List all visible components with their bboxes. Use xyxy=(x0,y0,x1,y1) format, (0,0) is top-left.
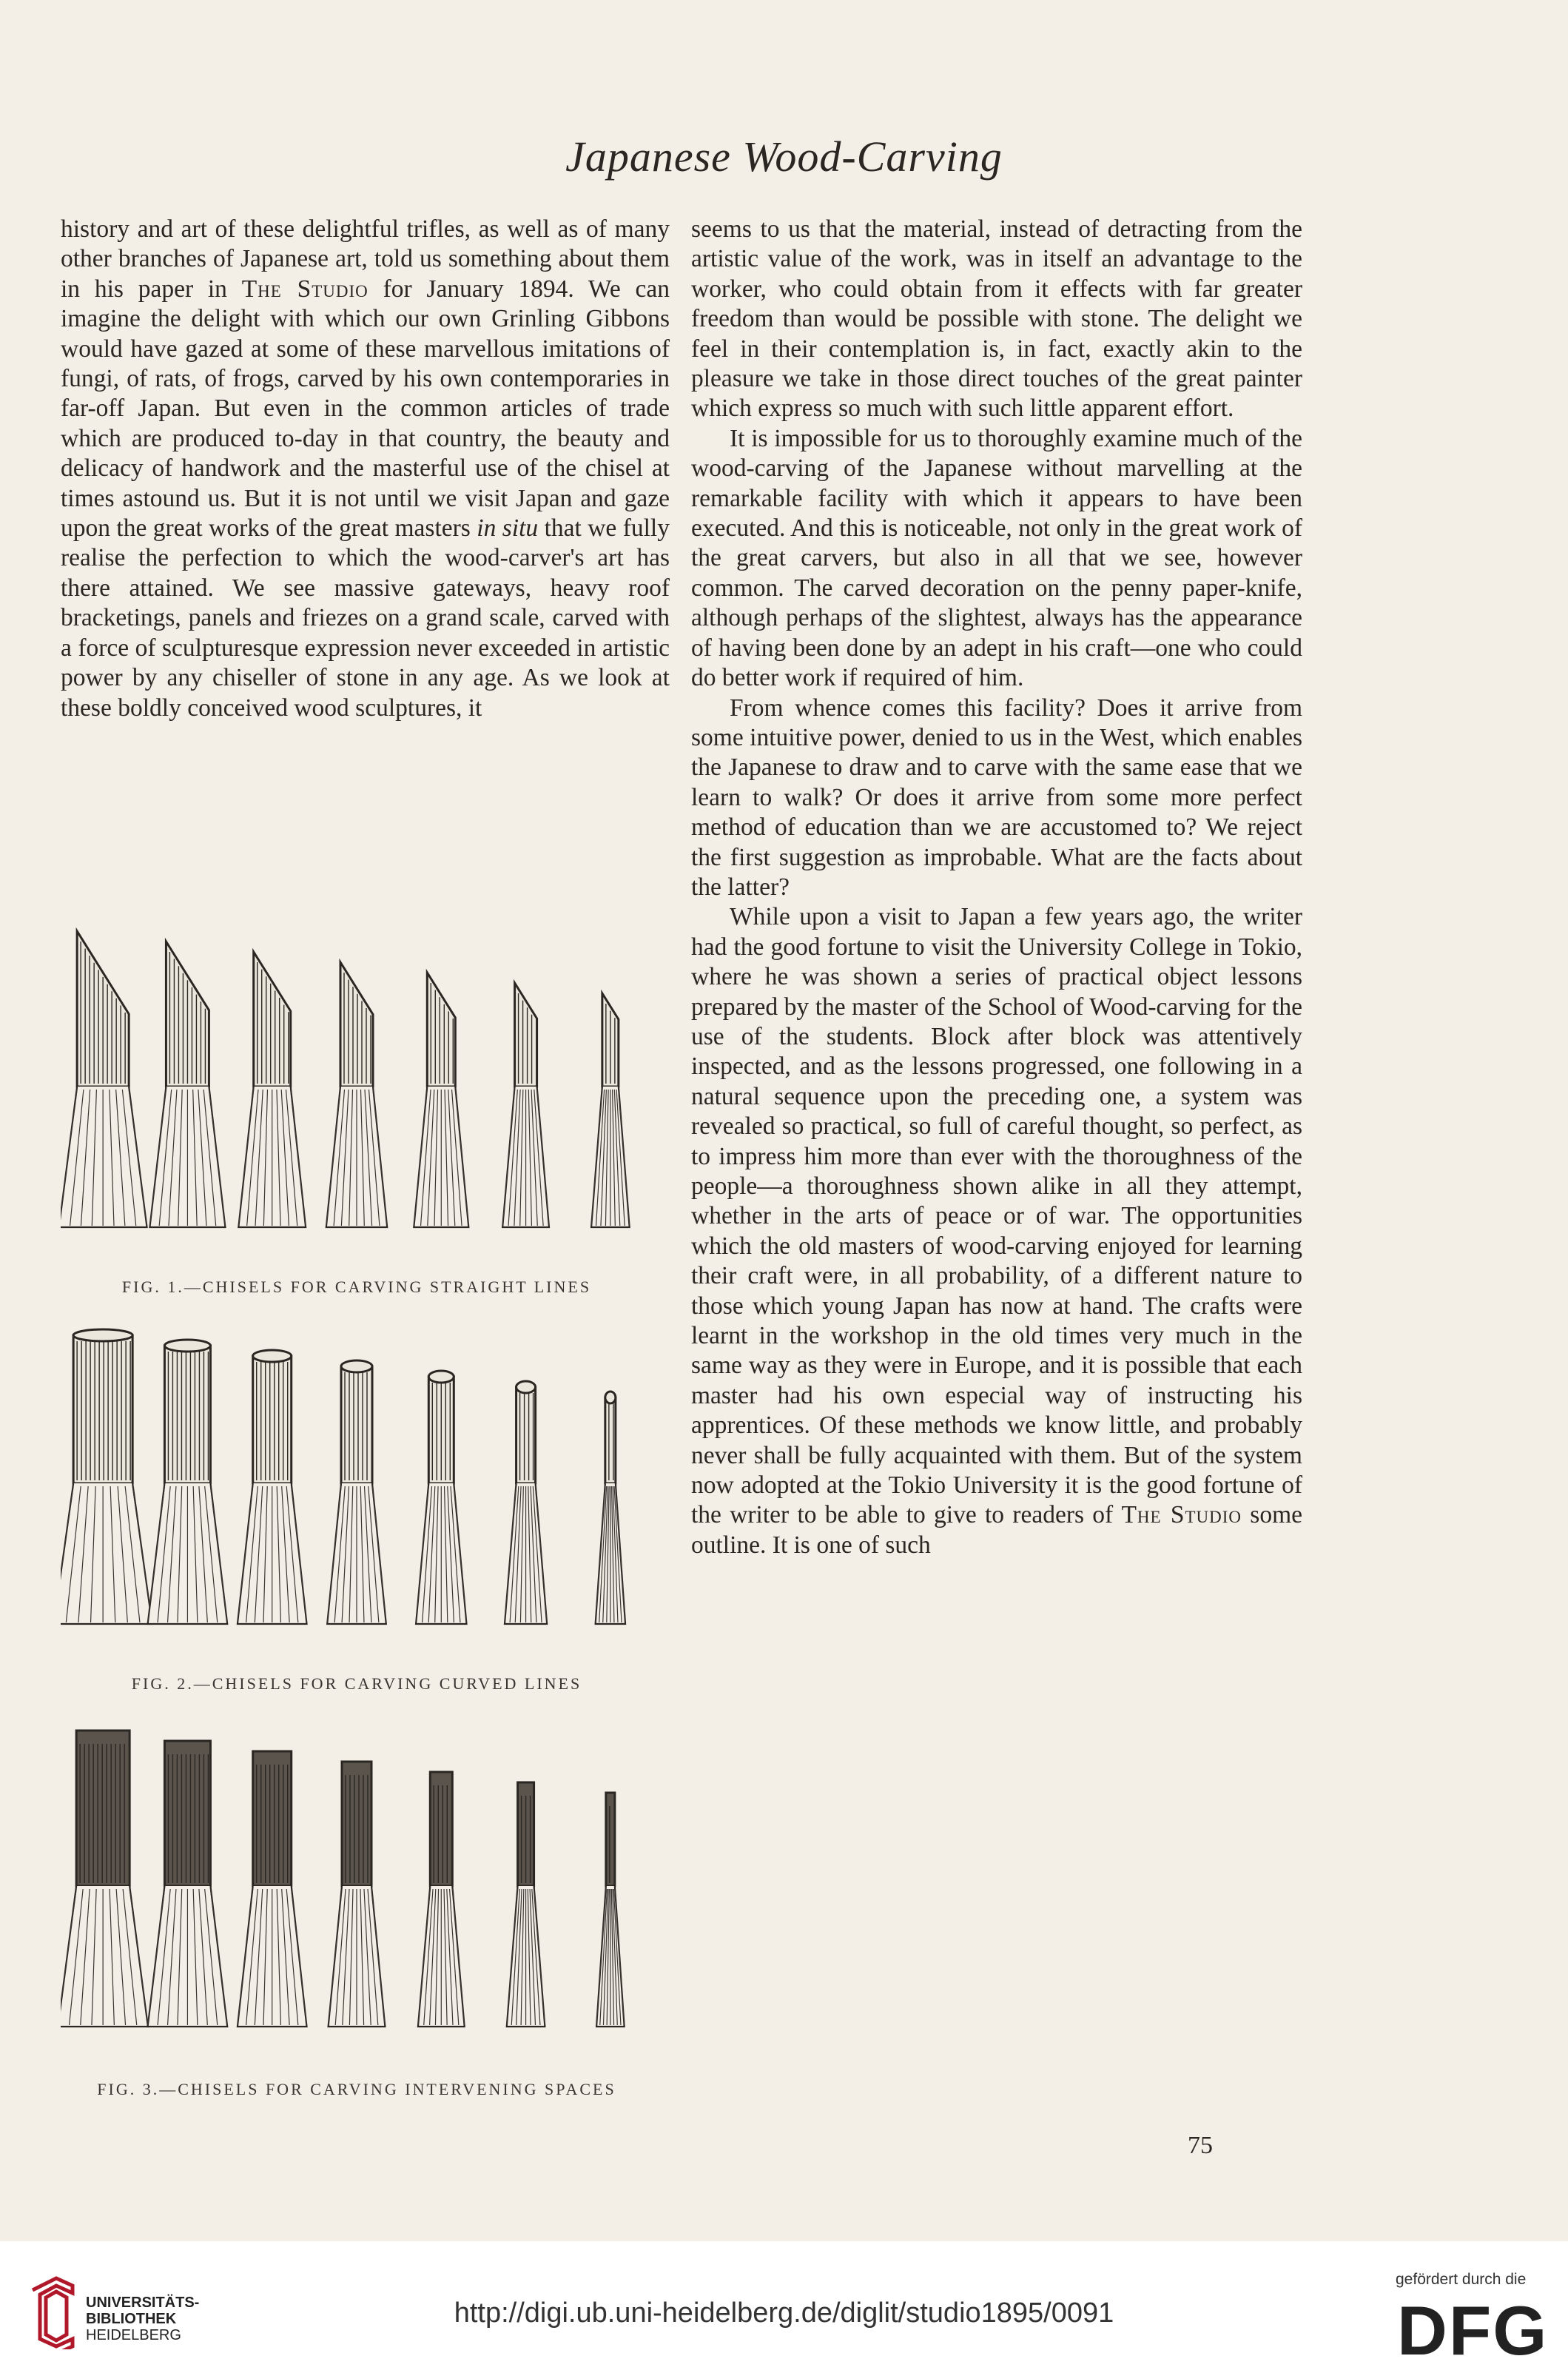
chisel-drawing xyxy=(61,1329,152,1624)
chisel-drawing xyxy=(591,993,630,1227)
chisel-drawing xyxy=(502,983,549,1227)
chisel-drawing xyxy=(238,1751,307,2027)
chisel-drawing xyxy=(149,942,225,1227)
library-line: HEIDELBERG xyxy=(86,2327,181,2343)
text-run: that we fully realise the perfection to which the wood-carver's art has there attained. We see massive gateways, heavy roof bracketings, panels and friezes on a grand scale, carved with a force of sculpturesque expression never exceeded in artistic power by any chiseller of stone in any age. As we look at these boldly conceived wood sculptures, it xyxy=(61,514,670,722)
chisel-drawing xyxy=(61,1731,148,2027)
chisel-drawing xyxy=(416,1371,466,1624)
funding-label: gefördert durch die xyxy=(1396,2271,1527,2288)
footer-bar xyxy=(0,2241,1568,2373)
figure-1-caption: FIG. 1.—CHISELS FOR CARVING STRAIGHT LINES xyxy=(121,1278,592,1296)
running-title: Japanese Wood-Carving xyxy=(565,132,1003,181)
chisel-drawing xyxy=(148,1340,228,1624)
paragraph: seems to us that the material, instead of detracting from the artistic value of the work, was in itself an advantage to the worker, who could obtain from it effects with far greater freedom than would be possible with stone. The delight we feel in their contemplation is, in fact, exactly akin to the pleasure we take in those direct touches of the great painter which express so much with such little apparent effort. xyxy=(691,215,1302,423)
chisel-drawing xyxy=(148,1741,228,2027)
library-line: UNIVERSITÄTS- xyxy=(86,2295,200,2311)
figure-1-straight-chisels xyxy=(61,916,653,1242)
italic-phrase: in situ xyxy=(477,514,539,543)
chisel-drawing xyxy=(329,1762,386,2027)
dfg-logo: DFG xyxy=(1397,2292,1549,2369)
text-run: history and art of these delightful trifles, as well as of many other branches of Japanese art, told us something about them in his paper in xyxy=(61,215,670,303)
text-run: for January 1894. We can imagine the delight with which our own Grinling Gibbons would have gazed at some of these marvellous imitations of fungi, of rats, of frogs, carved by his own contemporaries in far-off Japan. But even in the common articles of trade which are produced to-day in that country, the beauty and delicacy of handwork and the masterful use of the chisel at times astound us. But it is not until we visit Japan and gaze upon the great works of the great masters xyxy=(61,275,670,543)
chisel-drawing xyxy=(327,1360,386,1624)
chisel-drawing xyxy=(61,931,147,1227)
chisel-drawing xyxy=(596,1392,625,1624)
chisel-drawing xyxy=(596,1793,625,2027)
chisel-drawing xyxy=(238,952,306,1227)
left-column xyxy=(61,215,670,723)
chisel-drawing xyxy=(507,1782,545,2027)
page-number: 75 xyxy=(1188,2132,1213,2159)
paragraph: From whence comes this facility? Does it arrive from some intuitive power, denied to us in the West, which enables the Japanese to draw and to carve with the same ease that we learn to walk? Or does it arrive from some more perfect method of education than we are accustomed to? We reject the first suggestion as improbable. What are the facts about the latter? xyxy=(691,694,1302,901)
paragraph xyxy=(61,215,670,723)
figure-2-caption: FIG. 2.—CHISELS FOR CARVING CURVED LINES xyxy=(131,1674,582,1693)
text-run: some outline. It is one of such xyxy=(691,1501,1302,1559)
figure-3-caption: FIG. 3.—CHISELS FOR CARVING INTERVENING SPACES xyxy=(97,2080,616,2098)
chisel-drawing xyxy=(326,962,387,1227)
figure-3-spaces-chisels xyxy=(61,1716,653,2041)
library-line: BIBLIOTHEK xyxy=(86,2311,177,2327)
figure-2-curved-chisels xyxy=(61,1313,653,1639)
chisel-drawing xyxy=(505,1381,547,1624)
journal-name: The Studio xyxy=(241,275,369,303)
right-column xyxy=(691,215,1302,1560)
paragraph: It is impossible for us to thoroughly examine much of the wood-carving of the Japanese without marvelling at the remarkable facility with which it appears to have been executed. And this is noticeable, not only in the great work of the great carvers, but also in all that we see, however common. The carved decoration on the penny paper-knife, although perhaps of the slightest, always has the appearance of having been done by an adept in his craft—one who could do better work if required of him. xyxy=(691,424,1302,692)
journal-name: The Studio xyxy=(1121,1501,1242,1529)
paragraph xyxy=(691,902,1302,1560)
chisel-drawing xyxy=(238,1350,307,1624)
text-run: While upon a visit to Japan a few years ago, the writer had the good fortune to visit the University College in Tokio, where he was shown a series of practical object lessons prepared by the master of the School of Wood-carving for the use of the students. Block after block was attentively inspected, and as the lessons progressed, one following in a natural sequence upon the preceding one, a system was revealed so practical, so full of careful thought, so perfect, as to impress him more than ever with the thoroughness of the people—a thoroughness shown alike in all they attempt, whether in the arts of peace or of war. The opportunities which the old masters of wood-carving enjoyed for learning their craft were, in all probability, of a different nature to those which young Japan has now at hand. The crafts were learnt in the workshop in the old times very much in the same way as they were in Europe, and it is possible that each master had his own especial way of instructing his apprentices. Of these methods we know little, and probably never shall be fully acquainted with them. But of the system now adopted at the Tokio University it is the good fortune of the writer to be able to give to readers of xyxy=(691,903,1302,1529)
source-url-link[interactable]: http://digi.ub.uni-heidelberg.de/diglit/studio1895/0091 xyxy=(454,2298,1114,2329)
chisel-drawing xyxy=(418,1772,465,2027)
chisel-drawing xyxy=(414,973,468,1227)
